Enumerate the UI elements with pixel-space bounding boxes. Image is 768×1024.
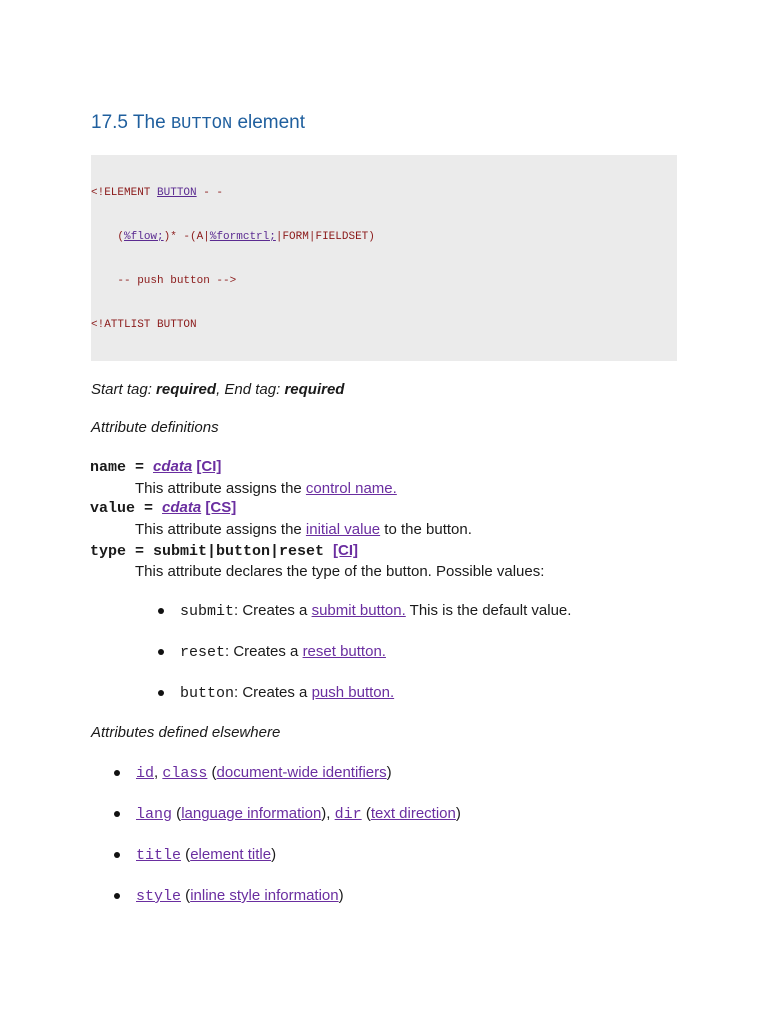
paren-text: ( [207, 764, 217, 781]
value-code: reset [180, 644, 226, 661]
attributes-elsewhere-title: Attributes defined elsewhere [91, 724, 281, 741]
dtd-line [91, 230, 677, 245]
bullet-icon [114, 770, 120, 776]
ci-link[interactable]: [CI] [196, 458, 222, 475]
cs-link[interactable]: [CS] [205, 499, 237, 516]
bullet-icon [114, 811, 120, 817]
attr-label: type = submit|button|reset [90, 543, 334, 560]
dtd-text: )* -(A| [163, 230, 210, 243]
attribute-definitions-title: Attribute definitions [91, 419, 219, 436]
attr-label: name = [90, 459, 154, 476]
desc-text: This attribute assigns the [135, 480, 306, 497]
initial-value-link[interactable]: initial value [305, 521, 381, 538]
inline-style-information-link[interactable]: inline style information [190, 887, 339, 904]
value-text: : Creates a [234, 602, 312, 619]
bullet-icon [114, 852, 120, 858]
dtd-text: ( [91, 230, 125, 243]
title-link[interactable]: title [136, 847, 182, 864]
language-information-link[interactable]: language information [181, 805, 322, 822]
bullet-icon [158, 690, 164, 696]
cdata-link[interactable]: cdata [162, 499, 202, 516]
elsewhere-item-style [136, 887, 344, 905]
sep-text: ), [321, 805, 335, 822]
dtd-link-formctrl[interactable]: %formctrl; [209, 230, 276, 243]
attr-name-desc [135, 480, 397, 497]
dtd-code-block [91, 155, 677, 361]
text-direction-link[interactable]: text direction [370, 805, 456, 822]
paren-text: ( [181, 846, 191, 863]
paren-text: ) [271, 846, 277, 863]
value-code: button [180, 685, 235, 702]
value-text: : Creates a [225, 643, 303, 660]
value-code: submit [180, 603, 235, 620]
desc-text: This attribute assigns the [135, 521, 306, 538]
bullet-icon [114, 893, 120, 899]
attr-name-term [90, 458, 221, 476]
dtd-line [91, 186, 677, 201]
attr-label: value = [90, 500, 163, 517]
style-link[interactable]: style [136, 888, 182, 905]
paren-text: ( [181, 887, 191, 904]
value-item-submit [180, 602, 571, 620]
paren-text: ( [172, 805, 182, 822]
end-tag-label: , End tag: [216, 381, 285, 398]
paren-text: ) [386, 764, 392, 781]
attr-type-term [90, 542, 358, 560]
dtd-line: -- push button --> [91, 274, 237, 287]
dtd-text: <!ELEMENT [91, 187, 158, 200]
dtd-link-flow[interactable]: %flow; [124, 230, 164, 243]
value-item-button [180, 684, 394, 702]
start-tag-value: required [156, 381, 217, 398]
control-name-link[interactable]: control name. [305, 480, 397, 497]
document-wide-identifiers-link[interactable]: document-wide identifiers [216, 764, 387, 781]
heading-suffix: element [237, 112, 306, 133]
value-text: : Creates a [234, 684, 312, 701]
sep-text: , [154, 764, 163, 781]
value-text: This is the default value. [405, 602, 572, 619]
submit-button-link[interactable]: submit button. [311, 602, 406, 619]
dtd-link-button[interactable]: BUTTON [157, 187, 197, 200]
dtd-line: <!ATTLIST BUTTON [91, 318, 197, 331]
dtd-text: - - [196, 187, 224, 200]
elsewhere-item-title [136, 846, 276, 864]
cdata-link[interactable]: cdata [153, 458, 193, 475]
ci-link[interactable]: [CI] [333, 542, 359, 559]
id-link[interactable]: id [136, 765, 155, 782]
value-item-reset [180, 643, 386, 661]
lang-link[interactable]: lang [136, 806, 173, 823]
reset-button-link[interactable]: reset button. [302, 643, 386, 660]
attr-type-desc: This attribute declares the type of the button. Possible values: [135, 563, 545, 580]
section-heading [91, 112, 305, 134]
element-title-link[interactable]: element title [190, 846, 272, 863]
attr-value-desc [135, 521, 472, 538]
desc-text: to the button. [380, 521, 472, 538]
attr-value-term [90, 499, 236, 517]
paren-text: ) [455, 805, 461, 822]
elsewhere-item-id-class [136, 764, 392, 782]
push-button-link[interactable]: push button. [311, 684, 395, 701]
dtd-text: |FORM|FIELDSET) [275, 230, 375, 243]
end-tag-value: required [284, 381, 345, 398]
elsewhere-item-lang-dir [136, 805, 461, 823]
dir-link[interactable]: dir [334, 806, 362, 823]
bullet-icon [158, 608, 164, 614]
start-tag-label: Start tag: [91, 381, 157, 398]
bullet-icon [158, 649, 164, 655]
class-link[interactable]: class [162, 765, 208, 782]
heading-number: 17.5 The [91, 112, 166, 133]
paren-text: ( [361, 805, 371, 822]
tag-requirements [91, 381, 344, 398]
heading-element-name: BUTTON [170, 115, 233, 134]
paren-text: ) [338, 887, 344, 904]
